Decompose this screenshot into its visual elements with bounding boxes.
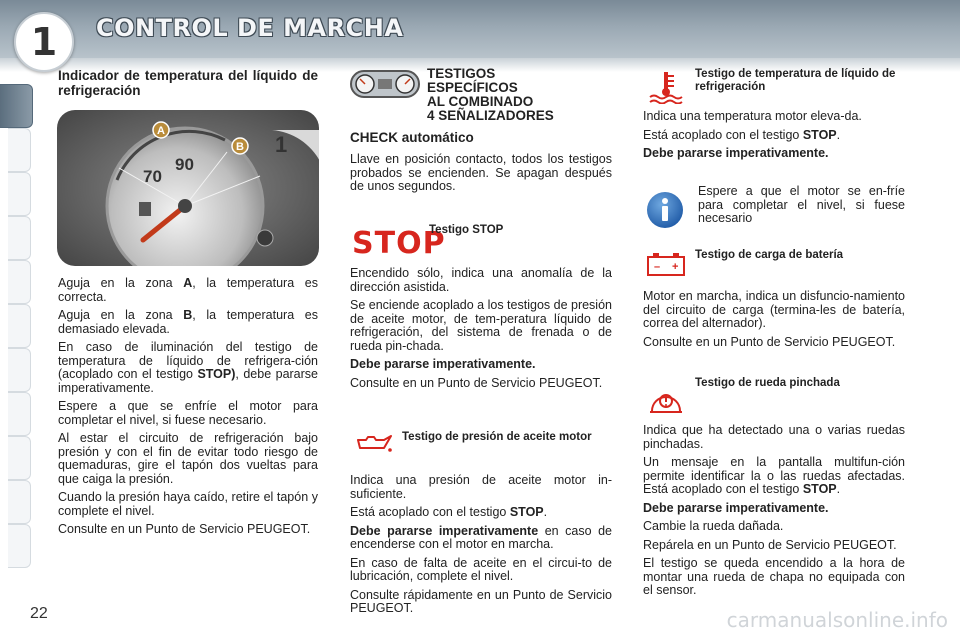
side-tab[interactable] [8,216,31,260]
gauge-marker-a: A [157,125,165,137]
paragraph: Un mensaje en la pantalla multifun-ción permite identificar la o las ruedas afectadas. Está acoplado con el testigo STOP. [643,455,905,496]
coolant-gauge-heading: Indicador de temperatura del líquido de refrigeración [58,68,318,98]
check-heading: CHECK automático [350,130,474,145]
paragraph: Repárela en un Punto de Servicio PEUGEOT. [643,537,897,552]
chapter-number-badge: 1 [14,12,74,72]
paragraph: Aguja en la zona A, la temperatura es correcta. [58,276,319,304]
paragraph: Indica que ha detectado una o varias ruedas pinchadas. [643,423,905,451]
stop-body [350,267,612,395]
flat-tyre-heading: Testigo de rueda pinchada [695,377,840,389]
side-tab[interactable] [8,172,31,216]
section-title-line: ESPECÍFICOS [427,80,518,95]
side-tab[interactable] [8,348,31,392]
paragraph: Espere a que se enfríe el motor para completar el nivel, si fuese necesario. [58,399,318,427]
stop-heading: Testigo STOP [429,224,504,236]
page-number: 22 [30,605,48,622]
paragraph: Debe pararse imperativamente. [643,500,829,515]
info-icon [645,190,685,230]
paragraph: Cambie la rueda dañada. [643,519,784,533]
oil-can-icon [354,432,394,454]
paragraph: Está acoplado con el testigo STOP. [350,505,548,519]
column-left [58,68,318,98]
paragraph: Indica una temperatura motor eleva-da. [643,109,862,123]
side-tab[interactable] [8,524,31,568]
paragraph: Debe pararse imperativamente en caso de encenderse con el motor en marcha. [350,523,612,551]
side-tab[interactable] [8,128,31,172]
paragraph: Espere a que el motor se en-fríe para completar el nivel, si fuese necesario [698,184,905,225]
paragraph: Al estar el circuito de refrigeración bajo presión y con el fin de evitar todo riesgo de quemaduras, gire el tapón dos vueltas para que caiga la presión. [58,431,318,486]
oil-pressure-heading: Testigo de presión de aceite motor [402,431,592,443]
paragraph: Cuando la presión haya caído, retire el tapón y complete el nivel. [58,490,318,518]
gauge-tick-90: 90 [175,155,194,174]
coolant-temperature-icon [648,70,684,104]
paragraph: Consulte en un Punto de Servicio PEUGEOT. [350,375,603,390]
column-left-body [58,277,318,542]
side-tab[interactable] [8,436,31,480]
section-title [427,67,607,123]
stop-warning-icon: STOP [352,226,446,261]
paragraph: Consulte en un Punto de Servicio PEUGEOT. [643,334,896,349]
paragraph: Debe pararse imperativamente. [350,357,536,371]
paragraph: Consulte en un Punto de Servicio PEUGEOT. [58,522,311,536]
oil-body [350,474,612,621]
paragraph: Encendido sólo, indica una anomalía de la dirección asistida. [350,266,612,294]
side-tab-active[interactable] [0,84,33,128]
column-right [643,110,905,166]
paragraph: El testigo se queda encendido a la hora de montar una rueda de chapa no equipada con el sensor. [643,556,905,597]
coolant-temperature-heading: Testigo de temperatura de líquido de refrigeración [695,68,896,93]
paragraph: Aguja en la zona B, la temperatura es demasiado elevada. [58,308,319,336]
side-tab[interactable] [8,480,31,524]
section-title-line: 4 SEÑALIZADORES [427,108,554,123]
paragraph: Está acoplado con el testigo STOP. [643,127,841,142]
paragraph: Se enciende acoplado a los testigos de presión de aceite motor, de tem-peratura líquido de refrigeración, del sistema de frenada o de rueda pin-chada. [350,298,612,353]
battery-minus-sign: – [654,261,661,273]
paragraph: Consulte rápidamente en un Punto de Servicio PEUGEOT. [350,587,612,615]
side-tab[interactable] [8,392,31,436]
battery-heading: Testigo de carga de batería [695,249,844,261]
info-note [698,185,905,231]
instrument-cluster-icon [350,70,420,98]
gauge-tick-1: 1 [275,132,288,157]
side-tab-strip [0,68,34,578]
paragraph: En caso de iluminación del testigo de temperatura de líquido de refrigera-ción (acoplado con el testigo STOP), debe pararse imperativamente. [58,340,318,395]
coolant-gauge-image [57,110,319,266]
column-middle [350,130,612,199]
section-title-line: AL COMBINADO [427,94,534,109]
gauge-marker-b: B [236,141,244,153]
section-title-line: TESTIGOS [427,66,496,81]
paragraph: Debe pararse imperativamente. [643,146,829,160]
battery-body [643,290,905,354]
gauge-tick-70: 70 [143,167,162,186]
watermark: carmanualsonline.info [726,608,948,632]
side-tab[interactable] [8,304,31,348]
chapter-title: CONTROL DE MARCHA [96,14,404,42]
paragraph: En caso de falta de aceite en el circui-to de lubricación, complete el nivel. [350,555,612,583]
paragraph: Motor en marcha, indica un disfuncio-namiento del circuito de carga (termina-les de batería, correa del alternador). [643,289,905,330]
battery-icon [646,251,686,277]
paragraph: Llave en posición contacto, todos los testigos probados se encienden. Se apagan después de unos segundos. [350,152,612,193]
tyre-body [643,424,905,603]
flat-tyre-icon [646,383,686,417]
battery-plus-sign: + [672,261,679,273]
side-tab[interactable] [8,260,31,304]
paragraph: Indica una presión de aceite motor in-suficiente. [350,473,612,501]
